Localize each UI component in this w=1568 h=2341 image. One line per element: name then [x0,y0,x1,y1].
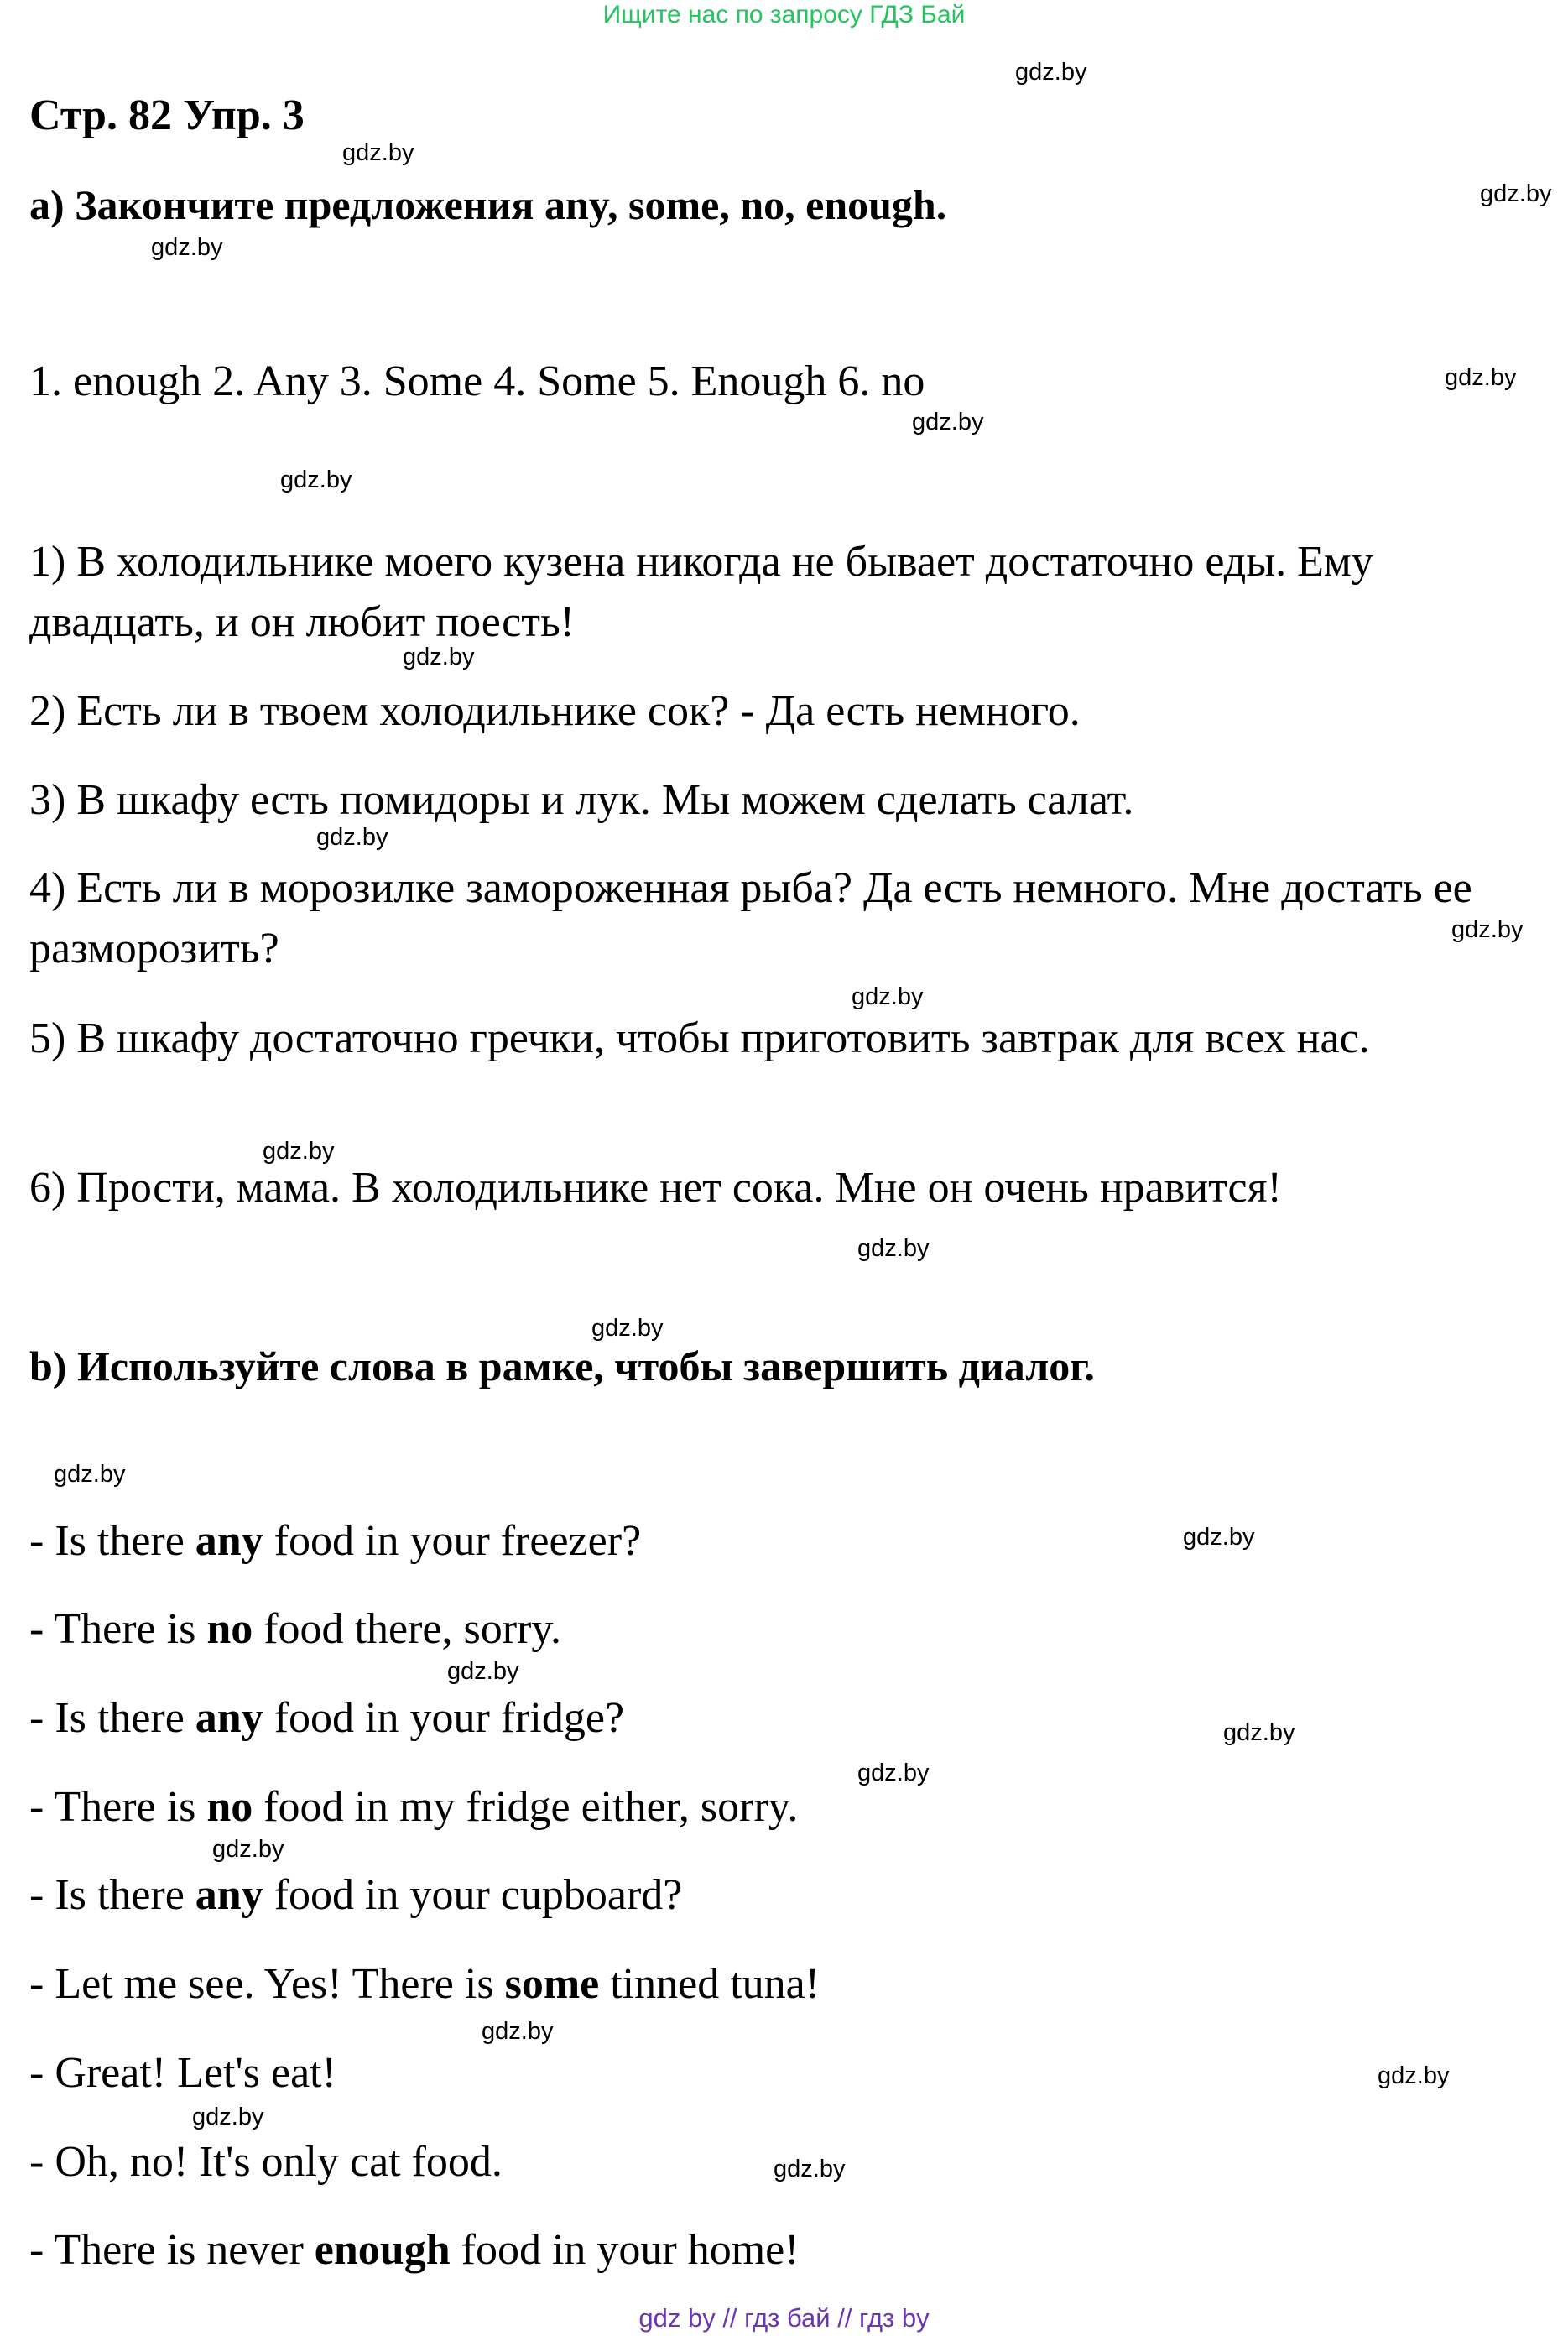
watermark: gdz.by [857,1760,930,1786]
watermark: gdz.by [1015,59,1087,86]
dialogue-line-5: - Is there any food in your cupboard? [29,1871,683,1919]
translation-6: 6) Прости, мама. В холодильнике нет сока. Мне он очень нравится! [29,1164,1282,1212]
page-title: Стр. 82 Упр. 3 [29,91,305,139]
watermark: gdz.by [912,409,984,435]
watermark: gdz.by [212,1836,284,1863]
watermark: gdz.by [1480,180,1552,207]
dialogue-line-6: - Let me see. Yes! There is some tinned tuna! [29,1960,820,2008]
dialogue-line-9: - There is never enough food in your home! [29,2226,800,2274]
watermark: gdz.by [342,139,414,166]
watermark: gdz.by [852,983,924,1010]
watermark: gdz.by [403,644,475,670]
watermark: gdz.by [482,2018,554,2045]
answers-line: 1. enough 2. Any 3. Some 4. Some 5. Enough 6. no [29,357,925,405]
watermark: gdz.by [1378,2062,1450,2089]
dialogue-line-8: - Oh, no! It's only cat food. [29,2138,503,2186]
watermark: gdz.by [447,1658,519,1685]
part-b-title: b) Используйте слова в рамке, чтобы завершить диалог. [29,1343,1095,1389]
footer-links: gdz by // гдз бай // гдз by [638,2303,930,2333]
dialogue-line-2: - There is no food there, sorry. [29,1605,561,1653]
translation-3: 3) В шкафу есть помидоры и лук. Мы можем сделать салат. [29,776,1134,824]
watermark: gdz.by [263,1138,335,1165]
watermark: gdz.by [280,467,352,493]
watermark: gdz.by [316,824,388,851]
dialogue-line-3: - Is there any food in your fridge? [29,1694,625,1742]
watermark: gdz.by [192,2104,264,2130]
watermark: gdz.by [1451,916,1524,943]
watermark: gdz.by [54,1461,126,1488]
translation-4: 4) Есть ли в морозилке замороженная рыба? Да есть немного. Мне достать ее разморозить? [29,864,1472,972]
watermark: gdz.by [1445,364,1517,391]
translation-2: 2) Есть ли в твоем холодильнике сок? - Да есть немного. [29,687,1081,735]
top-banner: Ищите нас по запросу ГДЗ Бай [602,1,966,29]
watermark: gdz.by [857,1235,930,1262]
dialogue-line-1: - Is there any food in your freezer? [29,1517,642,1565]
watermark: gdz.by [151,234,223,261]
watermark: gdz.by [591,1315,664,1342]
translation-5: 5) В шкафу достаточно гречки, чтобы приготовить завтрак для всех нас. [29,1014,1370,1062]
watermark: gdz.by [1183,1524,1255,1551]
watermark: gdz.by [1223,1719,1295,1746]
dialogue-line-4: - There is no food in my fridge either, sorry. [29,1783,799,1831]
part-a-title: a) Закончите предложения any, some, no, enough. [29,181,947,228]
dialogue-line-7: - Great! Let's eat! [29,2049,336,2097]
translation-1: 1) В холодильнике моего кузена никогда не бывает достаточно еды. Ему двадцать, и он любит поесть! [29,538,1373,646]
watermark: gdz.by [774,2156,846,2182]
